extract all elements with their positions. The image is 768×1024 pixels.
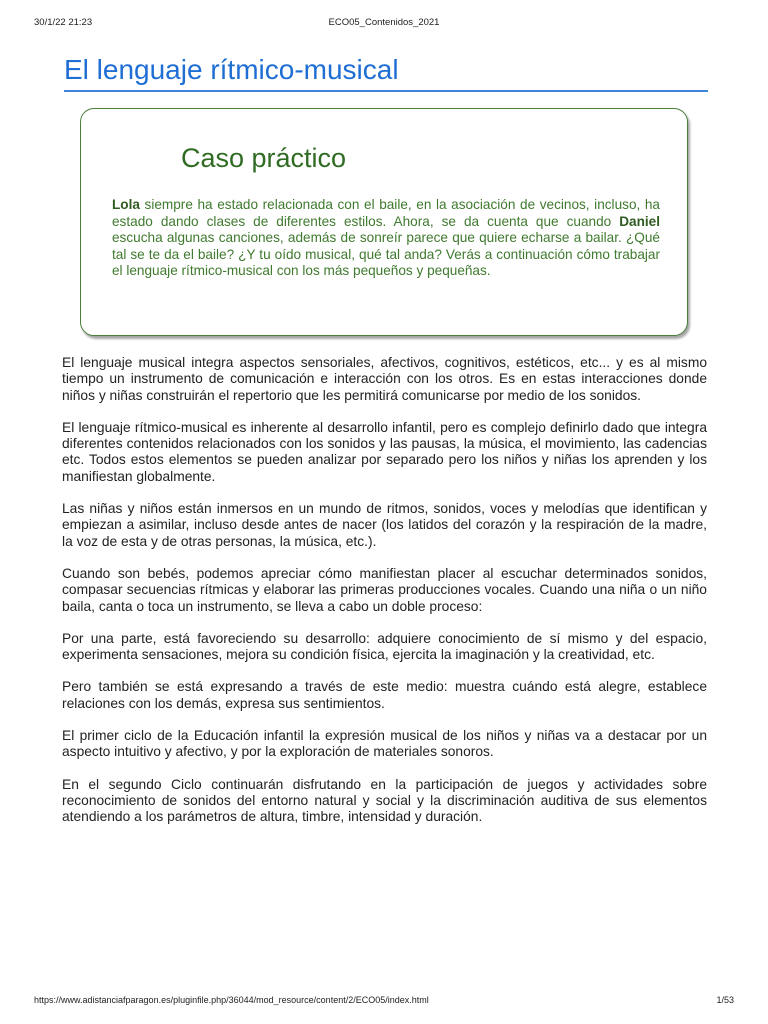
print-url: https://www.adistanciafparagon.es/pluginfile.php/36044/mod_resource/content/2/ECO05/index.html (34, 995, 429, 1005)
paragraph: Por una parte, está favoreciendo su desarrollo: adquiere conocimiento de sí mismo y del espacio, experimenta sensaciones, mejora su condición física, ejercita la imaginación y la creatividad, etc. (62, 630, 707, 663)
main-content (62, 355, 707, 842)
case-study-text-part-2: escucha algunas canciones, además de sonreír parece que quiere echarse a bailar. ¿Qué tal se te da el baile? ¿Y tu oído musical, qué tal anda? Verás a continuación cómo trabajar el lenguaje rítmico-musical con los más pequeños y pequeñas. (112, 230, 660, 279)
paragraph: El lenguaje rítmico-musical es inherente al desarrollo infantil, pero es complejo definirlo dado que integra diferentes contenidos relacionados con los sonidos y las pausas, la música, el movimiento, las cadencias etc. Todos estos elementos se pueden analizar por separado pero los niños y niñas los aprenden y los manifiestan globalmente. (62, 419, 707, 484)
paragraph: El lenguaje musical integra aspectos sensoriales, afectivos, cognitivos, estéticos, etc... y es al mismo tiempo un instrumento de comunicación e interacción con los otros. Es en estas interacciones donde niños y niñas construirán el repertorio que les permitirá comunicarse por medio de los sonidos. (62, 355, 707, 403)
case-study-box (80, 108, 688, 336)
case-study-name-daniel: Daniel (619, 213, 660, 229)
paragraph: En el segundo Ciclo continuarán disfrutando en la participación de juegos y actividades sobre reconocimiento de sonidos del entorno natural y social y la discriminación auditiva de sus elementos atendiendo a los parámetros de altura, timbre, intensidad y duración. (62, 776, 707, 825)
paragraph: Cuando son bebés, podemos apreciar cómo manifiestan placer al escuchar determinados sonidos, compasar secuencias rítmicas y elaborar las primeras producciones vocales. Cuando una niña o un niño baila, canta o toca un instrumento, se lleva a cabo un doble proceso: (62, 565, 707, 614)
print-datetime: 30/1/22 21:23 (34, 17, 93, 28)
paragraph: Las niñas y niños están inmersos en un mundo de ritmos, sonidos, voces y melodías que identifican y empiezan a asimilar, incluso desde antes de nacer (los latidos del corazón y la respiración de la madre, la voz de esta y de otras personas, la música, etc.). (62, 501, 707, 549)
print-header (0, 17, 768, 31)
paragraph: El primer ciclo de la Educación infantil la expresión musical de los niños y niñas va a destacar por un aspecto intuitivo y afectivo, y por la exploración de materiales sonoros. (62, 728, 707, 760)
print-footer (0, 995, 768, 1009)
print-document-title: ECO05_Contenidos_2021 (328, 17, 440, 28)
case-study-text-part-1: siempre ha estado relacionada con el baile, en la asociación de vecinos, incluso, ha estado dando clases de diferentes estilos. Ahora, se da cuenta que cuando (112, 197, 660, 229)
paragraph: Pero también se está expresando a través de este medio: muestra cuándo está alegre, establece relaciones con los demás, expresa sus sentimientos. (62, 679, 707, 711)
page-number: 1/53 (716, 995, 734, 1005)
case-study-name-lola: Lola (112, 197, 140, 212)
page-title: El lenguaje rítmico-musical (64, 52, 708, 92)
case-study-text (112, 197, 660, 280)
case-study-heading: Caso práctico (181, 143, 347, 173)
